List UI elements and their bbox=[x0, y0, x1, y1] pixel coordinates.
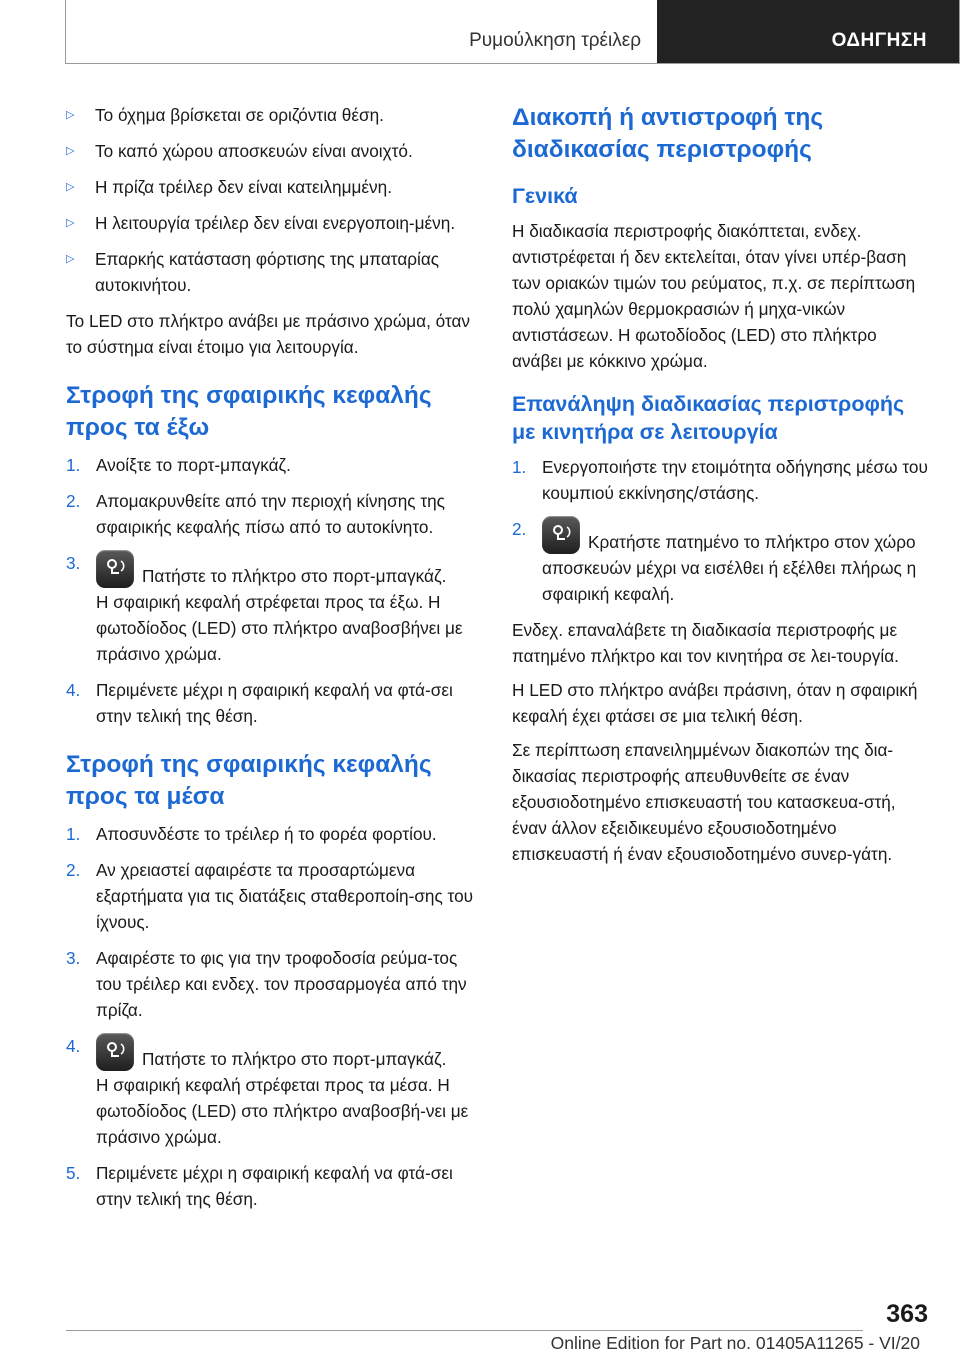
subsection-title-general: Γενικά bbox=[512, 184, 578, 208]
step-item: 2. Απομακρυνθείτε από την περιοχή κίνησης της σφαιρικής κεφαλής πίσω από το αυτοκίνητο. bbox=[66, 491, 445, 537]
section-title-out: Στροφή της σφαιρικής κεφαλής προς τα έξω bbox=[66, 382, 432, 441]
step-item: 3. Πατήστε το πλήκτρο στο πορτ-μπαγκάζ. Η σφαιρική κεφαλή στρέφεται προς τα έξω. Η φωτοδίοδος (LED) στο πλήκτρο αναβοσβήνει με πράσινο χρώμα. bbox=[66, 550, 480, 667]
triangle-right-icon: ▷ bbox=[66, 253, 75, 265]
triangle-right-icon: ▷ bbox=[66, 217, 75, 229]
trailer-hitch-button-icon bbox=[542, 516, 580, 554]
left-column bbox=[66, 102, 480, 1222]
triangle-right-icon: ▷ bbox=[66, 145, 75, 157]
triangle-right-icon: ▷ bbox=[66, 181, 75, 193]
repeat-paragraph-3: Σε περίπτωση επανειλημμένων διακοπών της δια‐δικασίας περιστροφής απευθυνθείτε σε έναν εξουσιοδοτημένο επισκευαστή του κατασκευα‐στή, έναν άλλον εξειδικευμένο εξουσιοδοτημένο επισκευαστή ή έναν εξουσιοδοτημένο συνερ‐γάτη. bbox=[512, 740, 896, 864]
step-item: 1. Αποσυνδέστε το τρέιλερ ή το φορέα φορτίου. bbox=[66, 824, 437, 844]
trailer-hitch-button-icon bbox=[96, 1033, 134, 1071]
intro-paragraph: Το LED στο πλήκτρο ανάβει με πράσινο χρώμα, όταν το σύστημα είναι έτοιμο για λειτουργία. bbox=[66, 311, 471, 357]
step-item: 1. Ενεργοποιήστε την ετοιμότητα οδήγησης μέσω του κουμπιού εκκίνησης/στάσης. bbox=[512, 457, 928, 503]
subsection-title-repeat: Επανάληψη διαδικασίας περιστροφής με κινητήρα σε λειτουργία bbox=[512, 392, 905, 444]
page-header bbox=[65, 0, 960, 64]
repeat-paragraph-1: Ενδεχ. επαναλάβετε τη διαδικασία περιστροφής με πατημένο πλήκτρο και τον κινητήρα σε λει‐τουργία. bbox=[512, 620, 899, 666]
footer-divider bbox=[66, 1330, 863, 1331]
repeat-paragraph-2: Η LED στο πλήκτρο ανάβει πράσινη, όταν η σφαιρική κεφαλή έχει φτάσει σε μια τελική θέση. bbox=[512, 680, 918, 726]
step-item: 3. Αφαιρέστε το φις για την τροφοδοσία ρεύμα‐τος του τρέιλερ και ενδεχ. τον προσαρμογέα από την πρίζα. bbox=[66, 948, 467, 1020]
step-item: 2. Αν χρειαστεί αφαιρέστε τα προσαρτώμενα εξαρτήματα για τις διατάξεις σταθεροποίη‐σης του ίχνους. bbox=[66, 860, 474, 932]
header-chapter-title: ΟΔΗΓΗΣΗ bbox=[657, 0, 959, 63]
step-item: 4. Περιμένετε μέχρι η σφαιρική κεφαλή να φτά‐σει στην τελική της θέση. bbox=[66, 680, 453, 726]
list-item: ▷ Το καπό χώρου αποσκευών είναι ανοιχτό. bbox=[66, 138, 480, 164]
general-paragraph: Η διαδικασία περιστροφής διακόπτεται, ενδεχ. αντιστρέφεται ή δεν εκτελείται, όταν γίνει υπέρ‐βαση των οριακών τιμών του ρεύματος, π.χ. σε περίπτωση πολύ χαμηλών θερμοκρασιών ή μηχα‐νικών αντιστάσεων. Η φωτοδίοδος (LED) στο πλήκτρο ανάβει με κόκκινο χρώμα. bbox=[512, 221, 916, 371]
step-item: 2. Κρατήστε πατημένο το πλήκτρο στον χώρο αποσκευών μέχρι να εισέλθει ή εξέλθει πλήρως η σφαιρική κεφαλή. bbox=[512, 516, 930, 607]
header-section-title: Ρυμούλκηση τρέιλερ bbox=[469, 30, 641, 51]
section-title-interrupt: Διακοπή ή αντιστροφή της διαδικασίας περιστροφής bbox=[512, 104, 824, 163]
edition-footer: Online Edition for Part no. 01405A11265 - VI/20 bbox=[550, 1333, 920, 1353]
trailer-hitch-button-icon bbox=[96, 550, 134, 588]
step-item: 1. Ανοίξτε το πορτ-μπαγκάζ. bbox=[66, 455, 291, 475]
triangle-right-icon: ▷ bbox=[66, 109, 75, 121]
right-column bbox=[512, 102, 930, 875]
list-item: ▷ Η πρίζα τρέιλερ δεν είναι κατειλημμένη. bbox=[66, 174, 480, 200]
list-item: ▷ Το όχημα βρίσκεται σε οριζόντια θέση. bbox=[66, 102, 480, 128]
step-item: 4. Πατήστε το πλήκτρο στο πορτ-μπαγκάζ. Η σφαιρική κεφαλή στρέφεται προς τα μέσα. Η φωτοδίοδος (LED) στο πλήκτρο αναβοσβή‐νει με πράσινο χρώμα. bbox=[66, 1033, 480, 1150]
section-title-in: Στροφή της σφαιρικής κεφαλής προς τα μέσα bbox=[66, 751, 432, 810]
list-item: ▷ Επαρκής κατάσταση φόρτισης της μπαταρίας αυτοκινήτου. bbox=[66, 246, 480, 298]
step-item: 5. Περιμένετε μέχρι η σφαιρική κεφαλή να φτά‐σει στην τελική της θέση. bbox=[66, 1163, 453, 1209]
page-number: 363 bbox=[886, 1300, 928, 1328]
list-item: ▷ Η λειτουργία τρέιλερ δεν είναι ενεργοποιη‐μένη. bbox=[66, 210, 480, 236]
